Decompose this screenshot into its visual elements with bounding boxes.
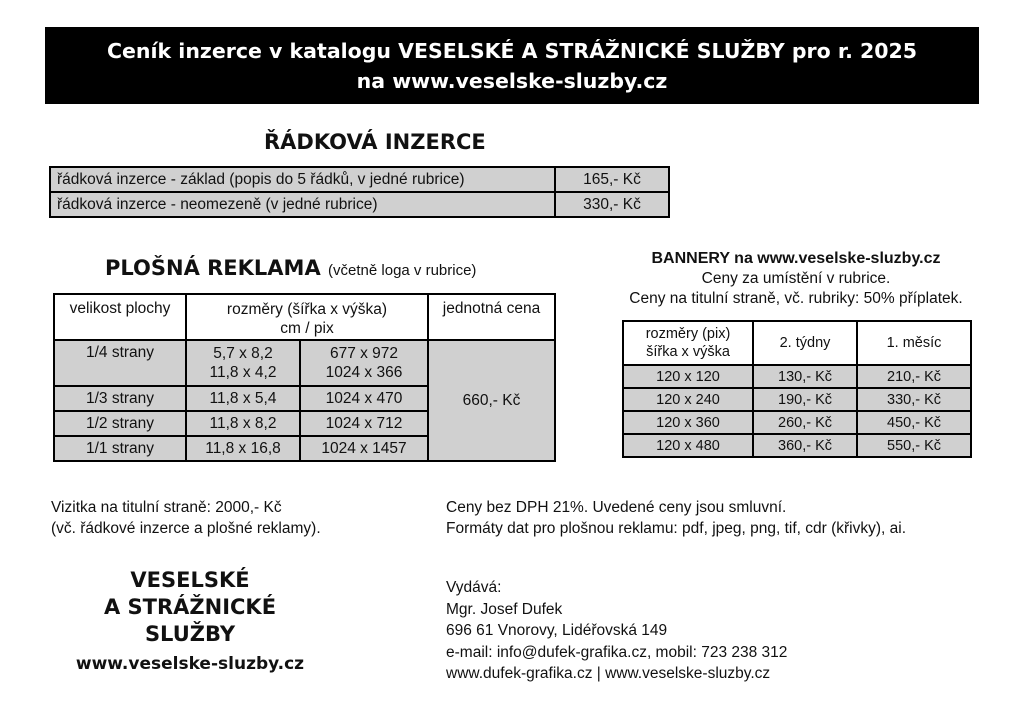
plosna-px-value: 1024 x 366 [325, 364, 403, 381]
plosna-cm-value: 11,8 x 4,2 [209, 364, 277, 381]
table-row [50, 167, 669, 192]
plosna-size: 1/4 strany [54, 340, 186, 386]
bannery-mesic: 450,- Kč [857, 411, 971, 434]
bannery-2tydny: 130,- Kč [753, 365, 857, 388]
plosna-cm: 11,8 x 16,8 [186, 436, 300, 461]
page-header [45, 27, 979, 104]
logo-line3: SLUŽBY [144, 622, 236, 646]
radkova-label: řádková inzerce - základ (popis do 5 řádků, v jedné rubrice) [50, 167, 555, 192]
bannery-header-dims-1: rozměry (pix) [645, 326, 731, 342]
plosna-px: 1024 x 712 [300, 411, 428, 436]
plosna-header-dims-2: cm / pix [280, 320, 334, 337]
bannery-header-dims [623, 321, 753, 365]
bannery-2tydny: 190,- Kč [753, 388, 857, 411]
radkova-price: 165,- Kč [555, 167, 669, 192]
plosna-px-value: 677 x 972 [329, 345, 399, 362]
header-url: na www.veselske-sluzby.cz [356, 69, 668, 93]
logo-line2: A STRÁŽNICKÉ [103, 595, 277, 619]
notes-line1: Ceny bez DPH 21%. Uvedené ceny jsou smluvní. [446, 499, 787, 516]
bannery-title-rest: na www.veselske-sluzby.cz [729, 250, 941, 267]
notes-line2: Formáty dat pro plošnou reklamu: pdf, jpeg, png, tif, cdr (křivky), ai. [446, 520, 907, 537]
plosna-title [105, 256, 476, 280]
publisher-contact: e-mail: info@dufek-grafika.cz, mobil: 723 238 312 [446, 643, 788, 661]
plosna-px: 1024 x 1457 [300, 436, 428, 461]
bannery-line1: Ceny za umístění v rubrice. [701, 270, 891, 287]
publisher-name: Mgr. Josef Dufek [446, 600, 563, 618]
table-row [50, 192, 669, 217]
plosna-header-dims [186, 294, 428, 340]
plosna-header-size: velikost plochy [54, 294, 186, 340]
bannery-header-mesic: 1. měsíc [857, 321, 971, 365]
plosna-header-dims-1: rozměry (šířka x výška) [226, 301, 388, 318]
bannery-2tydny: 360,- Kč [753, 434, 857, 457]
plosna-header-price: jednotná cena [428, 294, 555, 340]
publisher-info [446, 577, 787, 685]
plosna-cm: 11,8 x 8,2 [186, 411, 300, 436]
table-row [623, 321, 971, 365]
bannery-mesic: 330,- Kč [857, 388, 971, 411]
radkova-table [49, 166, 670, 218]
bannery-intro [597, 249, 995, 309]
plosna-price: 660,- Kč [428, 340, 555, 461]
publisher-web: www.dufek-grafika.cz | www.veselske-sluzby.cz [446, 665, 771, 682]
table-row [623, 365, 971, 388]
plosna-size: 1/2 strany [54, 411, 186, 436]
vizitka-line1: Vizitka na titulní straně: 2000,- Kč [51, 499, 282, 516]
bannery-header-2tydny: 2. týdny [753, 321, 857, 365]
plosna-table [53, 293, 556, 462]
table-row [623, 388, 971, 411]
table-row [623, 411, 971, 434]
bannery-dims: 120 x 120 [623, 365, 753, 388]
bannery-line2: Ceny na titulní straně, vč. rubriky: 50% příplatek. [629, 290, 963, 307]
bannery-2tydny: 260,- Kč [753, 411, 857, 434]
plosna-subtitle: (včetně loga v rubrice) [328, 262, 477, 279]
bannery-dims: 120 x 240 [623, 388, 753, 411]
bannery-dims: 120 x 480 [623, 434, 753, 457]
plosna-title-text: PLOŠNÁ REKLAMA [105, 256, 321, 280]
table-row [54, 340, 555, 386]
bannery-mesic: 550,- Kč [857, 434, 971, 457]
vizitka-line2: (vč. řádkové inzerce a plošné reklamy). [51, 520, 321, 537]
bannery-title [597, 249, 995, 269]
bannery-mesic: 210,- Kč [857, 365, 971, 388]
publisher-address: 696 61 Vnorovy, Lidéřovská 149 [446, 622, 668, 639]
brand-logo [50, 567, 330, 677]
price-notes [446, 497, 906, 539]
plosna-px [300, 340, 428, 386]
plosna-size: 1/1 strany [54, 436, 186, 461]
logo-url: www.veselske-sluzby.cz [75, 654, 305, 674]
table-row [54, 294, 555, 340]
bannery-table [622, 320, 972, 458]
logo-line1: VESELSKÉ [130, 568, 250, 592]
plosna-px: 1024 x 470 [300, 386, 428, 411]
radkova-title: ŘÁDKOVÁ INZERCE [264, 130, 486, 154]
radkova-price: 330,- Kč [555, 192, 669, 217]
plosna-cm [186, 340, 300, 386]
plosna-cm: 11,8 x 5,4 [186, 386, 300, 411]
table-row [623, 434, 971, 457]
bannery-dims: 120 x 360 [623, 411, 753, 434]
plosna-cm-value: 5,7 x 8,2 [213, 345, 273, 362]
publisher-label: Vydává: [446, 579, 502, 596]
bannery-header-dims-2: šířka x výška [646, 344, 730, 360]
header-title: Ceník inzerce v katalogu VESELSKÉ A STRÁŽNICKÉ SLUŽBY pro r. 2025 [106, 39, 918, 63]
bannery-title-bold: BANNERY [651, 250, 730, 267]
vizitka-note [51, 497, 321, 539]
radkova-label: řádková inzerce - neomezeně (v jedné rubrice) [50, 192, 555, 217]
plosna-size: 1/3 strany [54, 386, 186, 411]
